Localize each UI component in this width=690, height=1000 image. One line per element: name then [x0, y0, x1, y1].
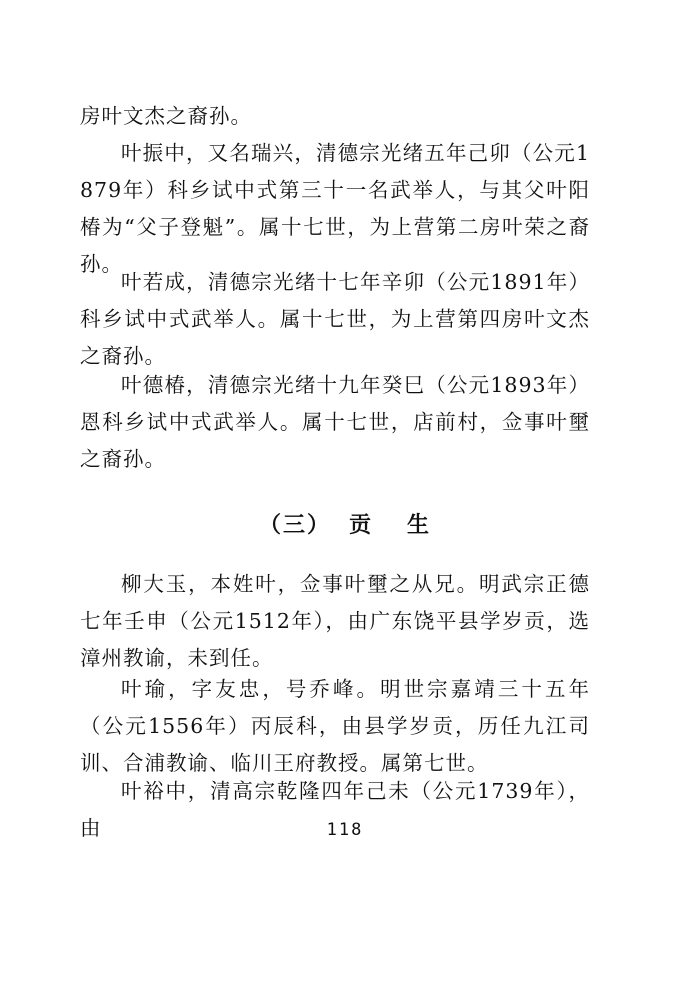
- paragraph-ye-yu: 叶瑜，字友忠，号乔峰。明世宗嘉靖三十五年（公元1556年）丙辰科，由县学岁贡，历任九江司训、合浦教谕、临川王府教授。属第七世。: [80, 677, 590, 775]
- page-number: 118: [326, 820, 364, 840]
- paragraph-liu-dayu: 柳大玉，本姓叶，佥事叶壐之从兄。明武宗正德七年壬申（公元1512年），由广东饶平县学岁贡，选漳州教谕，未到任。: [80, 572, 590, 670]
- paragraph-ye-zhenzhong: 叶振中，又名瑞兴，清德宗光绪五年己卯（公元1879年）科乡试中式第三十一名武举人，与其父叶阳椿为“父子登魁”。属十七世，为上营第二房叶荣之裔孙。: [80, 141, 590, 276]
- paragraph-ye-yuzhong: 叶裕中，清高宗乾隆四年己未（公元1739年），由: [80, 779, 590, 840]
- paragraph-ye-dechun: 叶德椿，清德宗光绪十九年癸巳（公元1893年）恩科乡试中式武举人。属十七世，店前村，佥事叶壐之裔孙。: [80, 373, 590, 471]
- paragraph-ye-ruocheng: 叶若成，清德宗光绪十七年辛卯（公元1891年）科乡试中式武举人。属十七世，为上营第四房叶文杰之裔孙。: [80, 270, 590, 368]
- section-heading-number: （三）: [258, 512, 331, 538]
- paragraph-continuation: 房叶文杰之裔孙。: [80, 104, 252, 128]
- section-heading-char1: 贡: [348, 512, 373, 538]
- section-heading: [0, 508, 690, 539]
- section-heading-char2: 生: [407, 512, 432, 538]
